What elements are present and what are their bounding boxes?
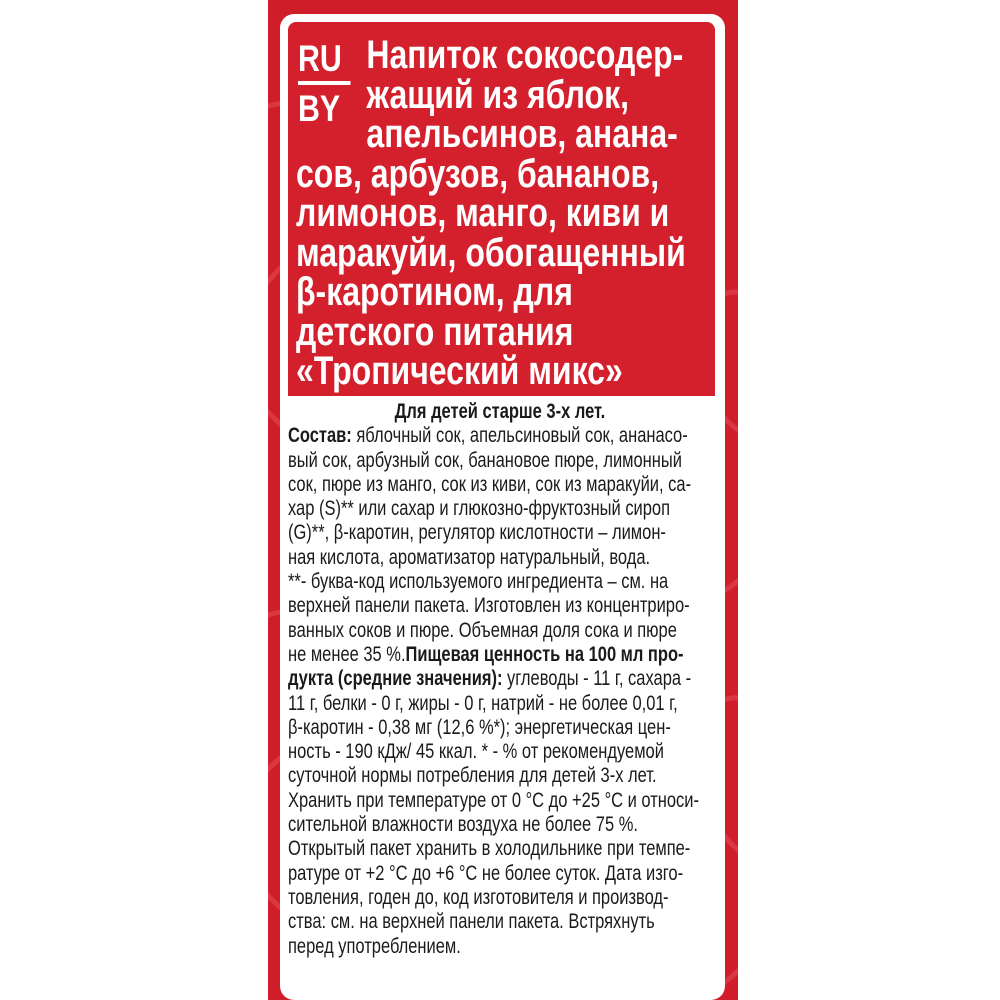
title-box <box>288 22 715 396</box>
composition-text: яблочный сок, апельсиновый сок, ананасо- <box>351 424 688 448</box>
composition-line: (G)**, β-каротин, регулятор кислотности – лимон- <box>288 521 666 545</box>
title-line: β-каротином, для <box>296 270 573 314</box>
title-line: жащий из яблок, <box>366 72 629 117</box>
title-line: Напиток сокосодер- <box>366 33 684 77</box>
title-line: сов, арбузов, бананов, <box>296 151 660 196</box>
nutrition-line: суточной нормы потребления для детей 3-х лет. <box>288 764 657 788</box>
juice-package <box>268 0 738 1000</box>
nutrition-label: Пищевая ценность на 100 мл про- <box>405 642 684 666</box>
title-line: маракуйи, обогащенный <box>296 230 686 275</box>
composition-line: верхней панели пакета. Изготовлен из концентриро- <box>288 594 690 618</box>
composition-line: ная кислота, ароматизатор натуральный, вода. <box>288 545 651 569</box>
composition-line: вый сок, арбузный сок, банановое пюре, лимонный <box>288 448 682 472</box>
nutrition-line: 11 г, белки - 0 г, жиры - 0 г, натрий - не более 0,01 г, <box>288 691 678 715</box>
composition-line: хар (S)** или сахар и глюкозно-фруктозный сироп <box>288 497 671 521</box>
composition-line <box>288 424 712 448</box>
storage-line: Хранить при температуре от 0 °С до +25 °С и относи- <box>288 788 700 812</box>
nutrition-line: ность - 190 кДж/ 45 ккал. * - % от рекомендуемой <box>288 740 664 764</box>
storage-line: товления, годен до, код изготовителя и производ- <box>288 885 669 909</box>
product-title <box>296 33 712 393</box>
composition-label: Состав: <box>288 424 352 448</box>
composition-line: ванных соков и пюре. Объемная доля сока и пюре <box>288 618 677 642</box>
composition-line: сок, пюре из манго, сок из киви, сок из маракуйи, са- <box>288 472 692 496</box>
nutrition-label-cont: дукта (средние значения): <box>288 667 503 691</box>
title-line: детского питания <box>296 309 574 354</box>
nutrition-text: углеводы - 11 г, сахара - <box>502 667 692 691</box>
storage-line: ства: см. на верхней панели пакета. Встряхнуть <box>288 910 655 934</box>
nutrition-line <box>288 667 712 691</box>
composition-line: **- буква-код используемого ингредиента – см. на <box>288 570 669 594</box>
label-panel <box>280 14 725 1000</box>
title-line: «Тропический микс» <box>296 349 623 393</box>
lang-ru: RU <box>298 38 342 79</box>
juice-share-line <box>288 643 712 667</box>
storage-line: ратуре от +2 °С до +6 °С не более суток. Дата изго- <box>288 861 684 885</box>
title-line: апельсинов, анана- <box>366 112 678 156</box>
juice-share: не менее 35 %. <box>288 642 406 666</box>
lang-by: BY <box>298 88 341 129</box>
title-line: лимонов, манго, киви и <box>296 191 670 235</box>
storage-line: перед употреблением. <box>288 934 461 958</box>
storage-line: Открытый пакет хранить в холодильнике при темпе- <box>288 837 691 861</box>
age-note: Для детей старше 3-х лет. <box>394 400 606 423</box>
storage-line: сительной влажности воздуха не более 75 %. <box>288 813 638 837</box>
nutrition-line: β-каротин - 0,38 мг (12,6 %*); энергетическая цен- <box>288 715 671 739</box>
product-info-text <box>288 400 712 959</box>
